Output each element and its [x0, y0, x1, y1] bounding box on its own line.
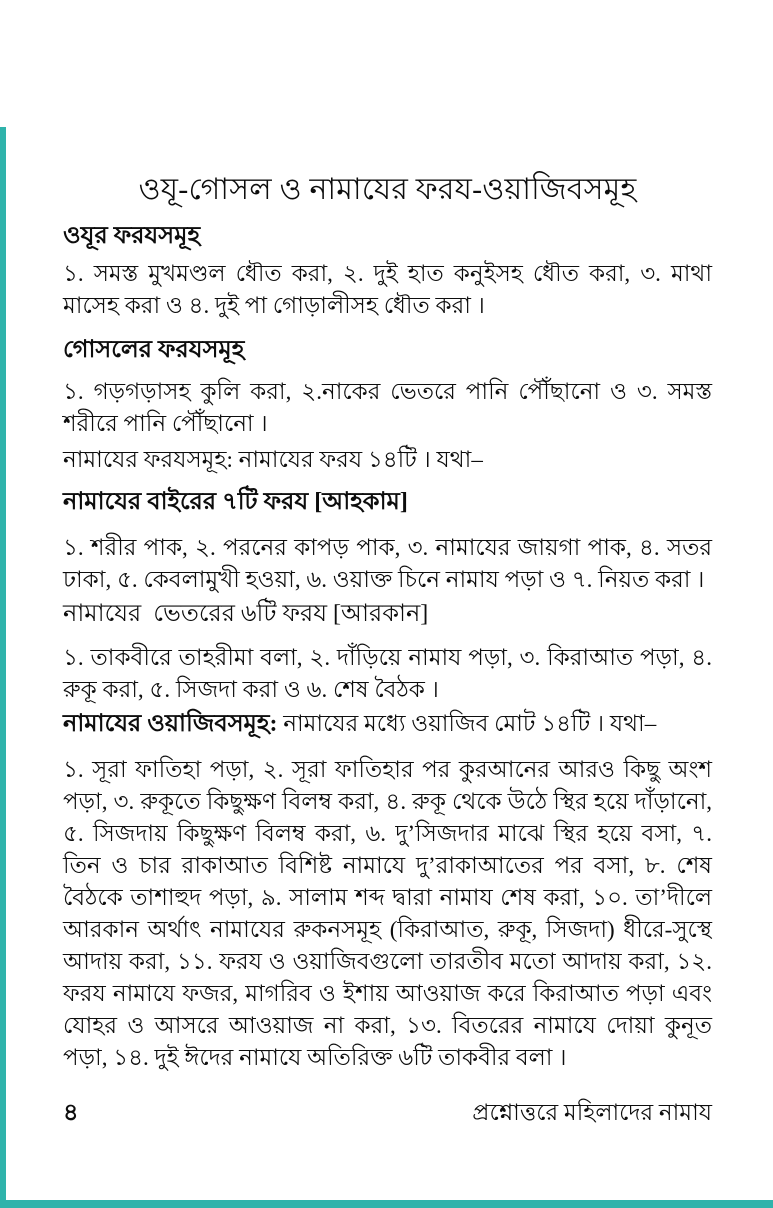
paragraph-gosol-foroj: ১. গড়গড়াসহ কুলি করা, ২.নাকের ভেতরে পানি পৌঁছানো ও ৩. সমস্ত শরীরে পানি পৌঁছানো ।	[63, 379, 712, 436]
footer-page-number: ৪	[63, 1100, 79, 1126]
section-heading-ahkam: নামাযের বাইরের ৭টি ফরয [আহকাম]	[63, 489, 408, 515]
line-wajib-count	[63, 708, 712, 740]
bottom-scan-edge-strip	[0, 1200, 773, 1208]
paragraph-ahkam: ১. শরীর পাক, ২. পরনের কাপড় পাক, ৩. নামাযের জায়গা পাক, ৪. সতর ঢাকা, ৫. কেবলামুখী হওয়া, ৬. ওয়াক্ত চিনে নামায পড়া ও ৭. নিয়ত করা ।	[63, 535, 712, 592]
line-namaz-foroj-count: নামাযের ফরযসমূহ: নামাযের ফরয ১৪টি । যথা–	[63, 447, 483, 472]
wajib-lead-label: নামাযের ওয়াজিবসমূহ:	[63, 711, 278, 737]
paragraph-wajib-list: ১. সূরা ফাতিহা পড়া, ২. সূরা ফাতিহার পর কুরআনের আরও কিছু অংশ পড়া, ৩. রুকূতে কিছুক্ষণ বিলম্ব করা, ৪. রুকূ থেকে উঠে স্থির হয়ে দাঁড়ানো, ৫. সিজদায় কিছুক্ষণ বিলম্ব করা, ৬. দু’সিজদার মাঝে স্থির হয়ে বসা, ৭. তিন ও চার রাকাআত বিশিষ্ট নামাযে দু’রাকাআতের পর বসা, ৮. শেষ বৈঠকে তাশাহুদ পড়া, ৯. সালাম শব্দ দ্বারা নামায শেষ করা, ১০. তা’দীলে আরকান অর্থাৎ নামাযের রুকনসমূহ (কিরাআত, রুকূ, সিজদা) ধীরে-সুস্থে আদায় করা, ১১. ফরয ও ওয়াজিবগুলো তারতীব মতো আদায় করা, ১২. ফরয নামাযে ফজর, মাগরিব ও ইশায় আওয়াজ করে কিরাআত পড়া এবং যোহর ও আসরে আওয়াজ না করা, ১৩. বিতরের নামাযে দোয়া কুনূত পড়া, ১৪. দুই ঈদের নামাযে অতিরিক্ত ৬টি তাকবীর বলা ।	[63, 757, 712, 1070]
section-heading-oju-foroj: ওযূর ফরযসমূহ	[63, 223, 201, 249]
section-heading-gosol-foroj: গোসলের ফরযসমূহ	[63, 337, 245, 363]
page-content	[63, 170, 712, 1074]
page-footer	[63, 1096, 712, 1130]
left-scan-edge-strip	[0, 127, 6, 1208]
page-title: ওযূ-গোসল ও নামাযের ফরয-ওয়াজিবসমূহ	[138, 173, 637, 206]
section-heading-arkan: নামাযের ভেতরের ৬টি ফরয [আরকান]	[63, 601, 429, 627]
paragraph-oju-foroj: ১. সমস্ত মুখমণ্ডল ধৌত করা, ২. দুই হাত কনুইসহ ধৌত করা, ৩. মাথা মাসেহ করা ও ৪. দুই পা গোড়ালীসহ ধৌত করা ।	[63, 261, 712, 318]
wajib-lead-rest: নামাযের মধ্যে ওয়াজিব মোট ১৪টি । যথা–	[277, 711, 657, 736]
footer-book-title: প্রশ্নোত্তরে মহিলাদের নামায	[472, 1100, 712, 1125]
paragraph-arkan: ১. তাকবীরে তাহরীমা বলা, ২. দাঁড়িয়ে নামায পড়া, ৩. কিরাআত পড়া, ৪. রুকূ করা, ৫. সিজদা করা ও ৬. শেষ বৈঠক ।	[63, 645, 712, 702]
